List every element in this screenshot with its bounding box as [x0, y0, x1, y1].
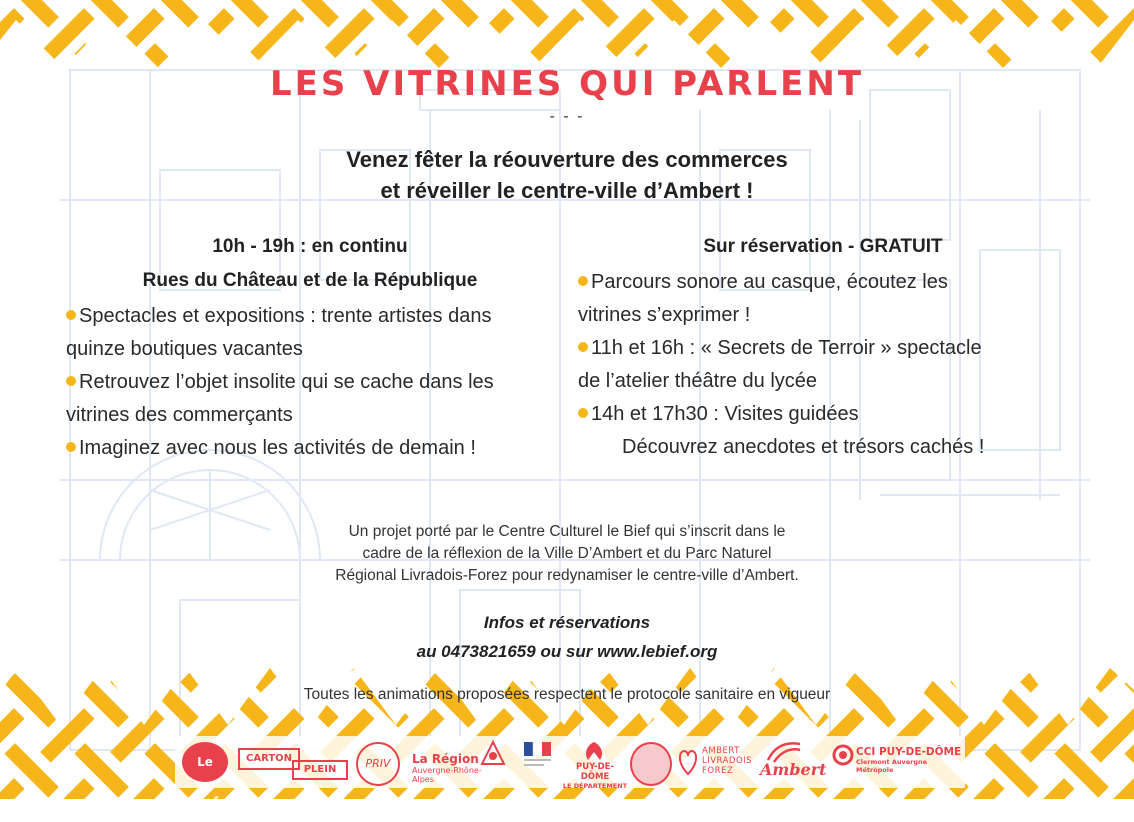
- list-item-continuation: vitrines s’exprimer !: [578, 304, 751, 326]
- info-reservations: [0, 608, 1134, 666]
- puy-de-dome-leaf-icon: [582, 740, 606, 762]
- left-heading-hours: 10h - 19h : en continu: [212, 236, 408, 257]
- project-description: Un projet porté par le Centre Culturel le Bief qui s’inscrit dans le cadre de la réflexion de la Ville D’Ambert et du Parc Naturel Régional Livradois-Forez pour redynamiser le centre-ville d’Ambert.: [335, 523, 799, 584]
- left-activity-list: [66, 300, 566, 465]
- page-title: LES VITRINES QUI PARLENT: [269, 64, 865, 104]
- bullet-dot-icon: [578, 342, 588, 352]
- list-item: 14h et 17h30 : Visites guidées: [578, 398, 1078, 431]
- priv-logo: PRIV: [356, 742, 400, 786]
- list-item-continuation: Découvrez anecdotes et trésors cachés !: [622, 436, 985, 458]
- cci-icon: [832, 744, 854, 766]
- left-heading-streets: Rues du Château et de la République: [142, 270, 478, 291]
- puy-de-dome-logo: PUY-DE-DÔME LE DÉPARTEMENT: [562, 762, 628, 790]
- info-heading: Infos et réservations: [483, 613, 651, 632]
- ambert-script-logo: Ambert: [760, 760, 827, 779]
- list-item: Retrouvez l’objet insolite qui se cache dans les: [66, 366, 566, 399]
- list-item-continuation: vitrines des commerçants: [66, 404, 293, 426]
- list-item: 11h et 16h : « Secrets de Terroir » spectacle: [578, 332, 1078, 365]
- headline-line-1: Venez fêter la réouverture des commerces: [346, 147, 788, 172]
- carton-logo: CARTON: [238, 748, 300, 770]
- bullet-dot-icon: [66, 376, 76, 386]
- list-item: Spectacles et expositions : trente artistes dans: [66, 300, 566, 333]
- headline-line-2: et réveiller le centre-ville d’Ambert !: [380, 178, 754, 203]
- title-separator: - - -: [549, 108, 585, 125]
- region-logo: La Région Auvergne-Rhône-Alpes: [412, 752, 482, 784]
- ambert-heart-icon: [676, 746, 700, 776]
- sanitary-note: Toutes les animations proposées respectent le protocole sanitaire en vigueur: [303, 686, 831, 703]
- lebief-logo: Le Bief: [182, 742, 228, 782]
- parc-livradois-icon: [630, 742, 672, 786]
- plein-logo: PLEIN: [292, 760, 348, 780]
- headline: [0, 144, 1134, 206]
- marianne-icon: [524, 742, 552, 772]
- bullet-dot-icon: [578, 408, 588, 418]
- ambert-livradois-logo: AMBERT LIVRADOIS FOREZ: [702, 746, 753, 776]
- list-item-continuation: quinze boutiques vacantes: [66, 338, 303, 360]
- top-brick-border: [0, 0, 1134, 70]
- list-item: Imaginez avec nous les activités de demain !: [66, 432, 566, 465]
- info-contact: au 0473821659 ou sur www.lebief.org: [416, 642, 718, 661]
- list-item: Parcours sonore au casque, écoutez les: [578, 266, 1078, 299]
- right-heading-reservation: Sur réservation - GRATUIT: [703, 236, 943, 257]
- bullet-dot-icon: [578, 276, 588, 286]
- list-item-continuation: de l’atelier théâtre du lycée: [578, 370, 818, 392]
- right-activity-list: [578, 266, 1078, 464]
- region-triangle-icon: [480, 740, 506, 766]
- bullet-dot-icon: [66, 310, 76, 320]
- bullet-dot-icon: [66, 442, 76, 452]
- partner-logos: [180, 740, 962, 809]
- cci-logo: CCI PUY-DE-DÔME Clermont Auvergne Métropole: [856, 746, 962, 774]
